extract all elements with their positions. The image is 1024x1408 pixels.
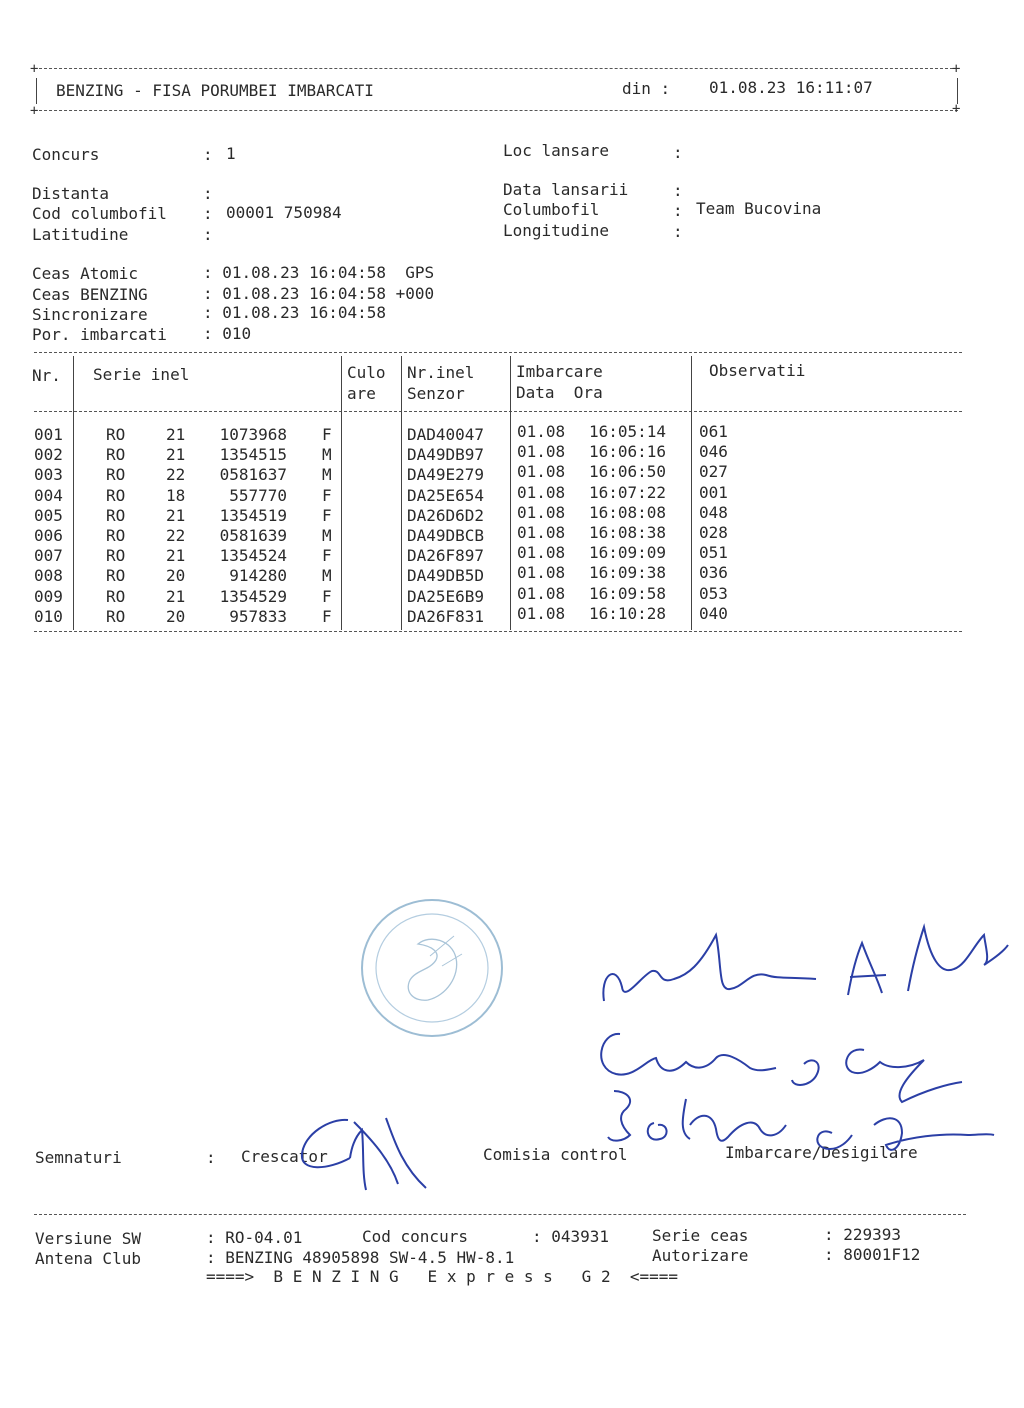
row-observation: 036 [699,563,728,583]
row-year: 21 [166,546,186,566]
autorizare-label: Autorizare [652,1246,749,1265]
cod-columbofil-sep: : [203,204,213,223]
row-observation: 028 [699,523,728,542]
row-ring-number: 0581639 [219,526,287,545]
col-divider [510,356,511,630]
row-time: 16:09:09 [589,543,667,563]
row-date: 01.08 [517,482,566,502]
serie-ceas-value: : 229393 [824,1225,902,1244]
stamp-seal [358,896,506,1040]
cod-columbofil-value: 00001 750984 [226,203,342,222]
row-sensor: DA25E6B9 [407,586,485,606]
row-nr: 004 [34,485,63,505]
row-year: 21 [166,505,186,525]
row-observation: 001 [699,482,728,502]
row-sensor: DA25E654 [407,485,485,505]
distanta-label: Distanta [32,184,110,203]
columbofil-value: Team Bucovina [696,199,822,218]
row-time: 16:06:16 [589,442,667,462]
row-ring-number: 557770 [229,485,287,505]
comisia-control-label: Comisia control [483,1145,628,1164]
table-top-rule [34,352,962,353]
ceas-benzing-value: : 01.08.23 16:04:58 +000 [203,284,435,303]
longitudine-sep: : [673,222,683,241]
row-time: 16:05:14 [589,422,667,441]
row-date: 01.08 [517,603,566,623]
row-sex: M [322,445,332,465]
commission-signature-1 [590,905,1010,1015]
row-observation: 040 [699,603,728,623]
por-imbarcati-label: Por. imbarcati [32,325,167,344]
row-observation: 046 [699,442,728,462]
header-left-bar [36,78,37,104]
row-sensor: DA49DBCB [407,526,485,545]
row-ring-number: 957833 [229,606,287,626]
latitudine-label: Latitudine [32,225,129,244]
row-sex: F [322,485,332,505]
versiune-sw-value: : RO-04.01 [206,1228,303,1247]
row-country: RO [106,566,126,586]
row-country: RO [106,425,126,444]
row-country: RO [106,606,126,626]
imbarcare-desigilare-label: Imbarcare/Desigilare [725,1143,918,1162]
col-divider [73,356,74,630]
row-observation: 061 [699,422,728,441]
table-bottom-rule [34,631,962,632]
din-label: din : [622,79,671,98]
row-sex: M [322,526,332,545]
row-sex: F [322,586,332,606]
header-nr: Nr. [32,366,61,385]
table-header-rule [34,411,962,412]
corner-plus: + [30,103,39,119]
row-nr: 007 [34,546,63,566]
header-bottom-rule [34,110,958,111]
row-sensor: DA49DB5D [407,566,485,586]
row-observation: 048 [699,502,728,522]
row-nr: 005 [34,505,63,525]
sincronizare-value: : 01.08.23 16:04:58 [203,303,387,322]
row-nr: 008 [34,566,63,586]
ceas-atomic-label: Ceas Atomic [32,264,138,283]
data-lansarii-label: Data lansarii [503,180,629,199]
row-nr: 003 [34,465,63,485]
row-date: 01.08 [517,442,566,462]
row-time: 16:09:58 [589,583,667,603]
corner-plus: + [952,101,961,117]
row-country: RO [106,485,126,505]
row-date: 01.08 [517,583,566,603]
corner-plus: + [952,61,961,77]
row-date: 01.08 [517,462,566,482]
row-year: 22 [166,526,186,545]
row-ring-number: 1354519 [219,505,287,525]
row-observation: 053 [699,583,728,603]
ceas-atomic-value: : 01.08.23 16:04:58 GPS [203,263,435,282]
row-nr: 010 [34,606,63,626]
row-time: 16:09:38 [589,563,667,583]
row-sensor: DAD40047 [407,425,485,444]
versiune-sw-label: Versiune SW [35,1229,141,1248]
header-culoare: Culo [347,363,386,382]
row-year: 21 [166,586,186,606]
row-time: 16:08:38 [589,523,667,542]
distanta-sep: : [203,184,213,203]
loc-lansare-label: Loc lansare [503,141,609,160]
row-nr: 006 [34,526,63,545]
row-sex: M [322,566,332,586]
loc-lansare-sep: : [673,143,683,162]
benzing-banner: ====> B E N Z I N G E x p r e s s G 2 <==== [206,1267,679,1286]
row-sensor: DA49E279 [407,465,485,485]
row-date: 01.08 [517,502,566,522]
row-time: 16:07:22 [589,482,667,502]
row-sensor: DA26D6D2 [407,505,485,525]
header-culoare-2: are [347,384,376,403]
row-date: 01.08 [517,543,566,563]
row-sensor: DA49DB97 [407,445,485,465]
row-year: 20 [166,566,186,586]
serie-ceas-label: Serie ceas [652,1226,749,1245]
din-timestamp: 01.08.23 16:11:07 [709,78,873,97]
row-ring-number: 0581637 [219,465,287,485]
row-sex: F [322,425,332,444]
latitudine-sep: : [203,225,213,244]
header-serie-inel: Serie inel [93,365,190,384]
concurs-label: Concurs [32,145,100,164]
row-year: 20 [166,606,186,626]
row-year: 21 [166,425,186,444]
header-top-rule [34,68,958,69]
crescator-signature [290,1100,440,1200]
semnaturi-sep: : [206,1148,216,1167]
row-year: 21 [166,445,186,465]
concurs-value: 1 [226,144,236,163]
row-country: RO [106,586,126,606]
sincronizare-label: Sincronizare [32,305,148,324]
row-country: RO [106,445,126,465]
ceas-benzing-label: Ceas BENZING [32,285,148,304]
row-time: 16:10:28 [589,603,667,623]
row-ring-number: 1073968 [219,425,287,444]
row-date: 01.08 [517,563,566,583]
footer-top-rule [34,1214,966,1215]
row-nr: 001 [34,425,63,444]
cod-concurs-value: : 043931 [532,1227,610,1246]
header-data-ora: Data Ora [516,383,603,402]
row-date: 01.08 [517,523,566,542]
row-time: 16:08:08 [589,502,667,522]
row-nr: 009 [34,586,63,606]
cod-columbofil-label: Cod columbofil [32,204,167,223]
row-observation: 027 [699,462,728,482]
col-divider [691,356,692,630]
row-sex: F [322,606,332,626]
header-nr-inel: Nr.inel [407,363,475,382]
row-country: RO [106,505,126,525]
row-observation: 051 [699,543,728,563]
row-sensor: DA26F897 [407,546,485,566]
data-lansarii-sep: : [673,181,683,200]
document-title: BENZING - FISA PORUMBEI IMBARCATI [56,81,374,100]
col-divider [401,356,402,630]
row-sex: M [322,465,332,485]
row-sensor: DA26F831 [407,606,485,626]
header-senzor: Senzor [407,384,465,403]
row-ring-number: 914280 [229,566,287,586]
cod-concurs-label: Cod concurs [362,1227,468,1246]
row-year: 18 [166,485,186,505]
row-ring-number: 1354524 [219,546,287,566]
autorizare-value: : 80001F12 [824,1245,921,1264]
commission-signature-3 [590,1085,1010,1165]
row-ring-number: 1354529 [219,586,287,606]
row-date: 01.08 [517,422,566,441]
row-sex: F [322,505,332,525]
antena-club-label: Antena Club [35,1249,141,1268]
crescator-label: Crescator [241,1147,328,1166]
row-country: RO [106,526,126,545]
por-imbarcati-value: : 010 [203,324,252,343]
col-divider [341,356,342,630]
antena-club-value: : BENZING 48905898 SW-4.5 HW-8.1 [206,1248,515,1267]
header-imbarcare: Imbarcare [516,362,603,381]
row-year: 22 [166,465,186,485]
concurs-sep: : [203,145,213,164]
row-ring-number: 1354515 [219,445,287,465]
columbofil-label: Columbofil [503,200,600,219]
longitudine-label: Longitudine [503,221,609,240]
columbofil-sep: : [673,201,683,220]
corner-plus: + [30,61,39,77]
row-time: 16:06:50 [589,462,667,482]
row-nr: 002 [34,445,63,465]
row-sex: F [322,546,332,566]
row-country: RO [106,546,126,566]
header-observatii: Observatii [709,361,806,380]
row-country: RO [106,465,126,485]
semnaturi-label: Semnaturi [35,1148,122,1167]
